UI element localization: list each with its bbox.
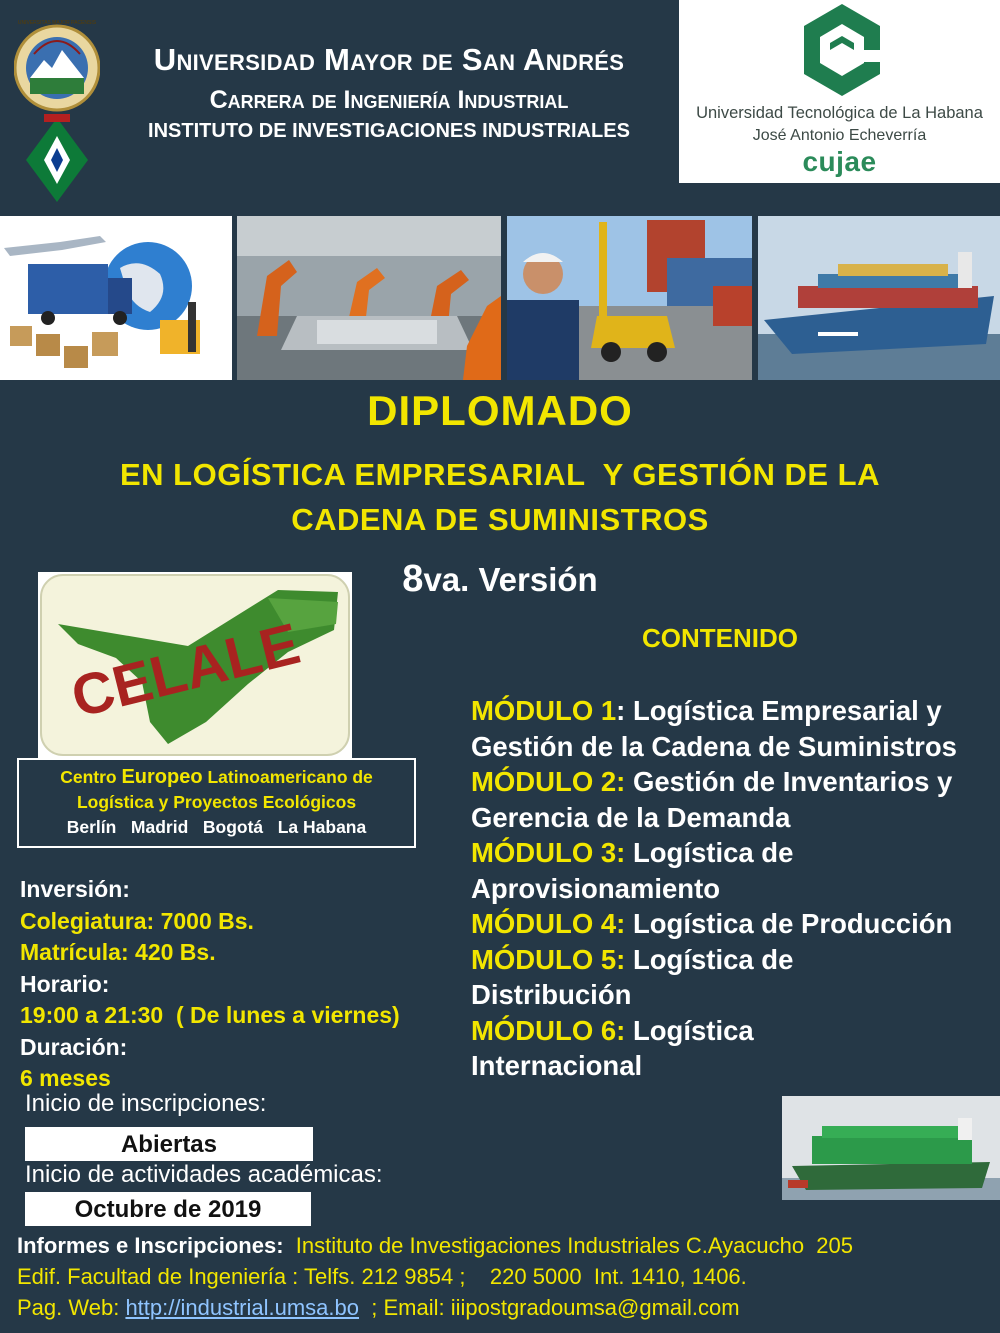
start-label: Inicio de actividades académicas:	[25, 1161, 383, 1188]
module-list	[471, 693, 971, 1084]
module-item: MÓDULO 4: Logística de Producción	[471, 908, 953, 939]
schedule-label: Horario:	[20, 970, 110, 997]
robot-assembly-photo	[237, 216, 501, 380]
celale-logo-text: CELALE	[65, 610, 307, 731]
footer-line-3	[17, 1292, 997, 1323]
cujae-brand: cujae	[802, 146, 877, 177]
celale-line-2: Logística y Proyectos Ecológicos	[76, 792, 357, 812]
contact-footer	[17, 1230, 997, 1323]
footer-line-2: Edif. Facultad de Ingeniería : Telfs. 212 9854 ; 220 5000 Int. 1410, 1406.	[17, 1264, 747, 1289]
celale-cities: Berlín Madrid Bogotá La Habana	[66, 817, 367, 837]
email-text: ; Email: iiipostgradoumsa@gmail.com	[359, 1295, 740, 1320]
cujae-logo-panel	[679, 0, 1000, 183]
registration-label: Inicio de inscripciones:	[25, 1090, 267, 1117]
celale-line-1: Centro Europeo Latinoamericano de	[60, 766, 373, 788]
green-container-ship-photo	[782, 1096, 1000, 1200]
university-name: Universidad Mayor de San Andrés	[153, 42, 625, 77]
version-number: 8	[402, 558, 424, 600]
enrollment-fee-value: Matrícula: 420 Bs.	[20, 939, 216, 965]
career-name: Carrera de Ingeniería Industrial	[209, 86, 569, 114]
start-date: Octubre de 2019	[25, 1192, 311, 1226]
program-title: DIPLOMADO	[367, 387, 633, 434]
schedule-value: 19:00 a 21:30 ( De lunes a viernes)	[20, 1002, 400, 1028]
version-text: va. Versión	[423, 561, 598, 598]
container-port-photo	[507, 216, 752, 380]
web-label: Pag. Web:	[17, 1295, 126, 1320]
footer-address: Instituto de Investigaciones Industriales C.Ayacucho 205	[283, 1233, 854, 1258]
version-label	[300, 558, 700, 601]
investment-label: Inversión:	[20, 876, 130, 902]
subtitle-line-1: EN LOGÍSTICA EMPRESARIAL Y GESTIÓN DE LA	[119, 457, 880, 492]
subtitle-line-2: CADENA DE SUMINISTROS	[291, 502, 709, 537]
program-info	[20, 874, 460, 1095]
duration-value: 6 meses	[20, 1065, 111, 1091]
cujae-subtitle: José Antonio Echeverría	[752, 127, 927, 144]
svg-text:UNIVERSITAS MAJOR PACENSIS: UNIVERSITAS MAJOR PACENSIS	[17, 20, 97, 26]
module-item: MÓDULO 2: Gestión de Inventarios y Gerencia de la Demanda	[471, 766, 953, 833]
tuition-value: Colegiatura: 7000 Bs.	[20, 907, 254, 934]
module-item: MÓDULO 6: Logística Internacional	[471, 1014, 754, 1081]
umsa-seal-logo	[14, 10, 100, 206]
module-item: MÓDULO 5: Logística de Distribución	[471, 943, 794, 1010]
registration-status: Abiertas	[25, 1127, 313, 1161]
website-link[interactable]: http://industrial.umsa.bo	[125, 1295, 360, 1320]
duration-label: Duración:	[20, 1033, 128, 1060]
logistics-globe-photo	[0, 216, 232, 380]
info-label: Informes e Inscripciones:	[17, 1233, 284, 1258]
footer-line-1	[17, 1230, 997, 1261]
cujae-hexagon-icon	[802, 2, 882, 100]
contents-heading: CONTENIDO	[642, 623, 798, 653]
cujae-university-name: Universidad Tecnológica de La Habana	[696, 104, 983, 122]
container-ship-photo	[758, 216, 1000, 380]
institute-name: INSTITUTO DE INVESTIGACIONES INDUSTRIALES	[148, 120, 630, 142]
module-item: MÓDULO 1: Logística Empresarial y Gestión de la Cadena de Suministros	[471, 695, 957, 762]
module-item: MÓDULO 3: Logística de Aprovisionamiento	[471, 837, 794, 904]
celale-description	[17, 758, 416, 848]
program-subtitle	[60, 452, 940, 542]
celale-logo	[38, 572, 352, 758]
